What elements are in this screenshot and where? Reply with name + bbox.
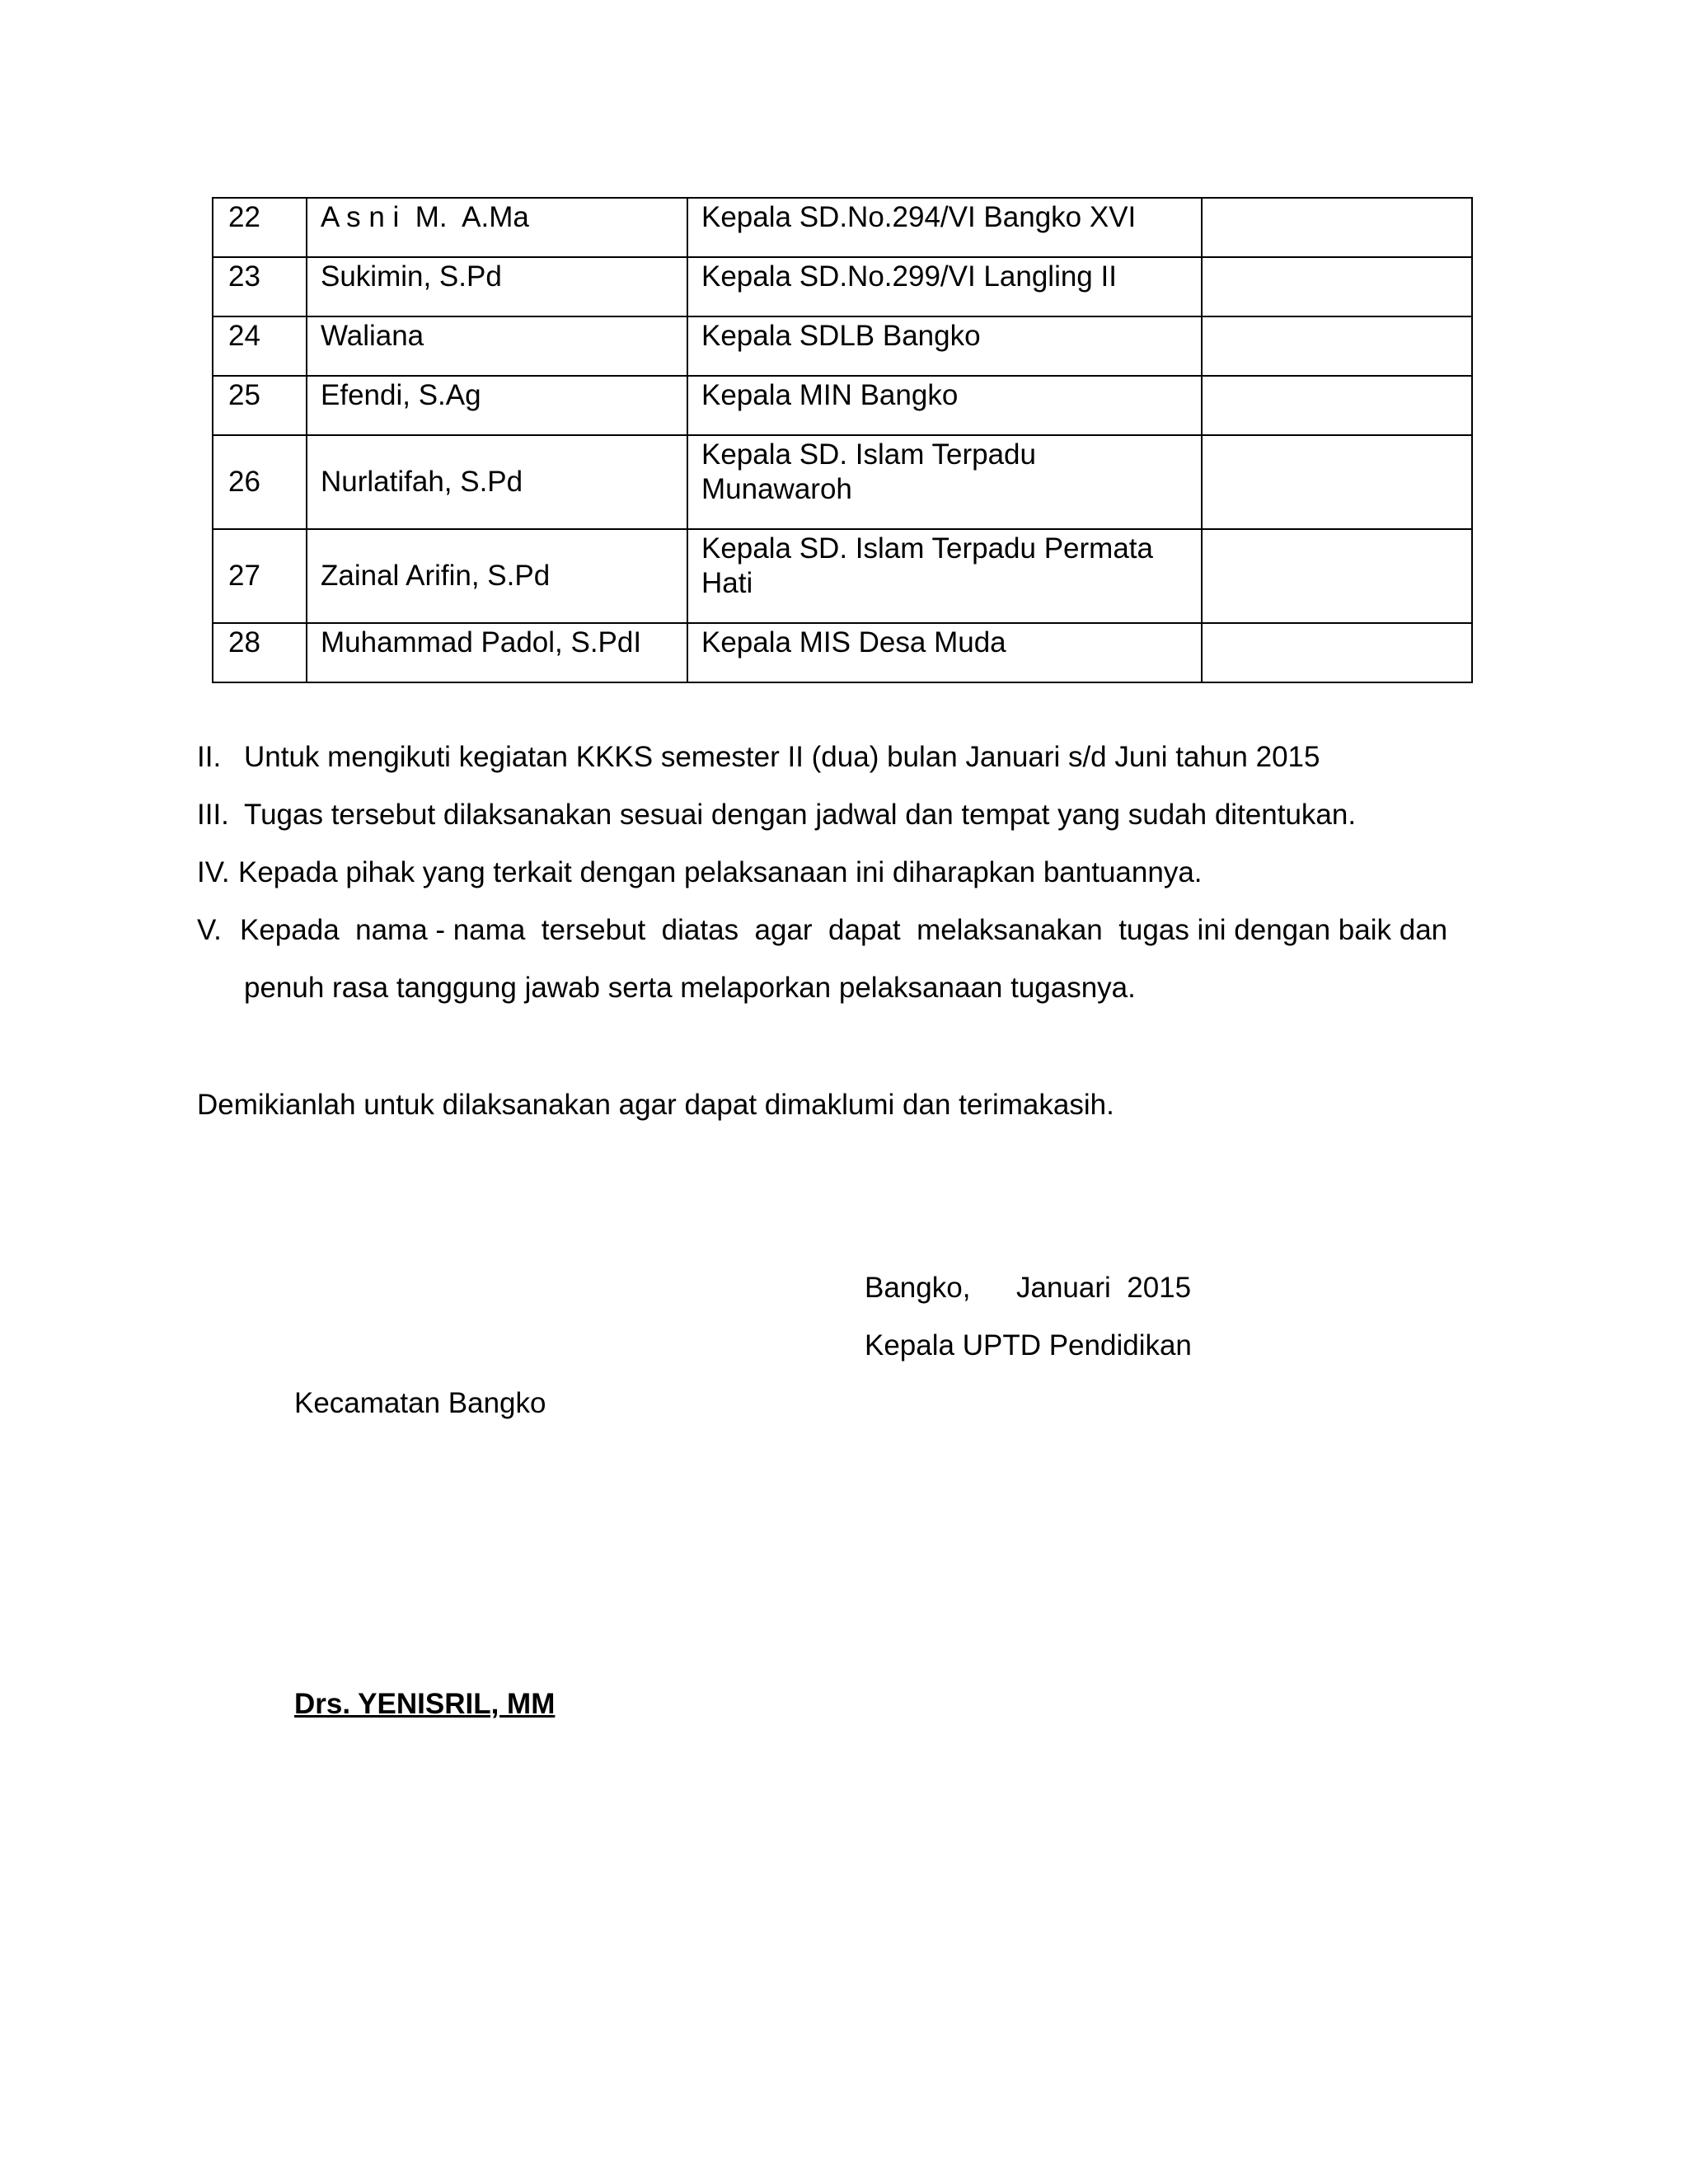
row-name: Nurlatifah, S.Pd <box>307 435 687 529</box>
point-3-number: III. <box>197 799 229 831</box>
row-note <box>1202 623 1472 682</box>
row-note <box>1202 198 1472 257</box>
point-4 <box>197 855 1203 890</box>
row-number: 27 <box>213 529 307 623</box>
row-position-line: Kepala SD. Islam Terpadu <box>701 438 1036 471</box>
row-position: Kepala MIS Desa Muda <box>687 623 1202 682</box>
signature-place: Bangko, <box>865 1272 971 1304</box>
table-row <box>213 376 1472 435</box>
row-number: 26 <box>213 435 307 529</box>
point-5-continuation: penuh rasa tanggung jawab serta melaporkan pelaksanaan tugasnya. <box>244 972 1136 1004</box>
table-row <box>213 198 1472 257</box>
signature-district: Kecamatan Bangko <box>294 1387 546 1419</box>
row-position-line: Kepala SD. Islam Terpadu Permata <box>701 532 1153 565</box>
staff-table <box>212 197 1473 683</box>
row-name: Sukimin, S.Pd <box>307 257 687 316</box>
point-4-number: IV. <box>197 856 230 888</box>
row-position <box>687 435 1202 529</box>
point-5 <box>197 913 1447 948</box>
row-note <box>1202 316 1472 376</box>
row-name: Muhammad Padol, S.PdI <box>307 623 687 682</box>
point-2-number: II. <box>197 741 222 773</box>
row-note <box>1202 257 1472 316</box>
row-note <box>1202 435 1472 529</box>
row-name: Efendi, S.Ag <box>307 376 687 435</box>
table-row <box>213 623 1472 682</box>
table-row <box>213 435 1472 529</box>
point-2 <box>197 740 1320 775</box>
table-row <box>213 316 1472 376</box>
row-position: Kepala MIN Bangko <box>687 376 1202 435</box>
row-position: Kepala SDLB Bangko <box>687 316 1202 376</box>
row-note <box>1202 376 1472 435</box>
row-position-line: Hati <box>701 567 753 599</box>
row-note <box>1202 529 1472 623</box>
row-name: Zainal Arifin, S.Pd <box>307 529 687 623</box>
point-5-number: V. <box>197 914 222 946</box>
signature-date: Januari 2015 <box>1016 1272 1192 1304</box>
row-number: 25 <box>213 376 307 435</box>
point-5-text: Kepada nama - nama tersebut diatas agar dapat melaksanakan tugas ini dengan baik dan <box>240 914 1448 946</box>
row-name: A s n i M. A.Ma <box>307 198 687 257</box>
table-row <box>213 529 1472 623</box>
row-number: 28 <box>213 623 307 682</box>
row-position: Kepala SD.No.299/VI Langling II <box>687 257 1202 316</box>
point-3-text: Tugas tersebut dilaksanakan sesuai dengan jadwal dan tempat yang sudah ditentukan. <box>244 799 1357 831</box>
point-3 <box>197 798 1356 832</box>
row-position-line: Munawaroh <box>701 473 852 505</box>
point-4-text: Kepada pihak yang terkait dengan pelaksanaan ini diharapkan bantuannya. <box>238 856 1203 888</box>
point-2-text: Untuk mengikuti kegiatan KKKS semester II (dua) bulan Januari s/d Juni tahun 2015 <box>244 741 1320 773</box>
row-position: Kepala SD.No.294/VI Bangko XVI <box>687 198 1202 257</box>
row-name: Waliana <box>307 316 687 376</box>
signer-name: Drs. YENISRIL, MM <box>294 1688 556 1720</box>
signature-office: Kepala UPTD Pendidikan <box>865 1329 1192 1361</box>
row-number: 23 <box>213 257 307 316</box>
row-number: 22 <box>213 198 307 257</box>
row-number: 24 <box>213 316 307 376</box>
row-position <box>687 529 1202 623</box>
closing-statement: Demikianlah untuk dilaksanakan agar dapat dimaklumi dan terimakasih. <box>197 1089 1114 1121</box>
table-row <box>213 257 1472 316</box>
